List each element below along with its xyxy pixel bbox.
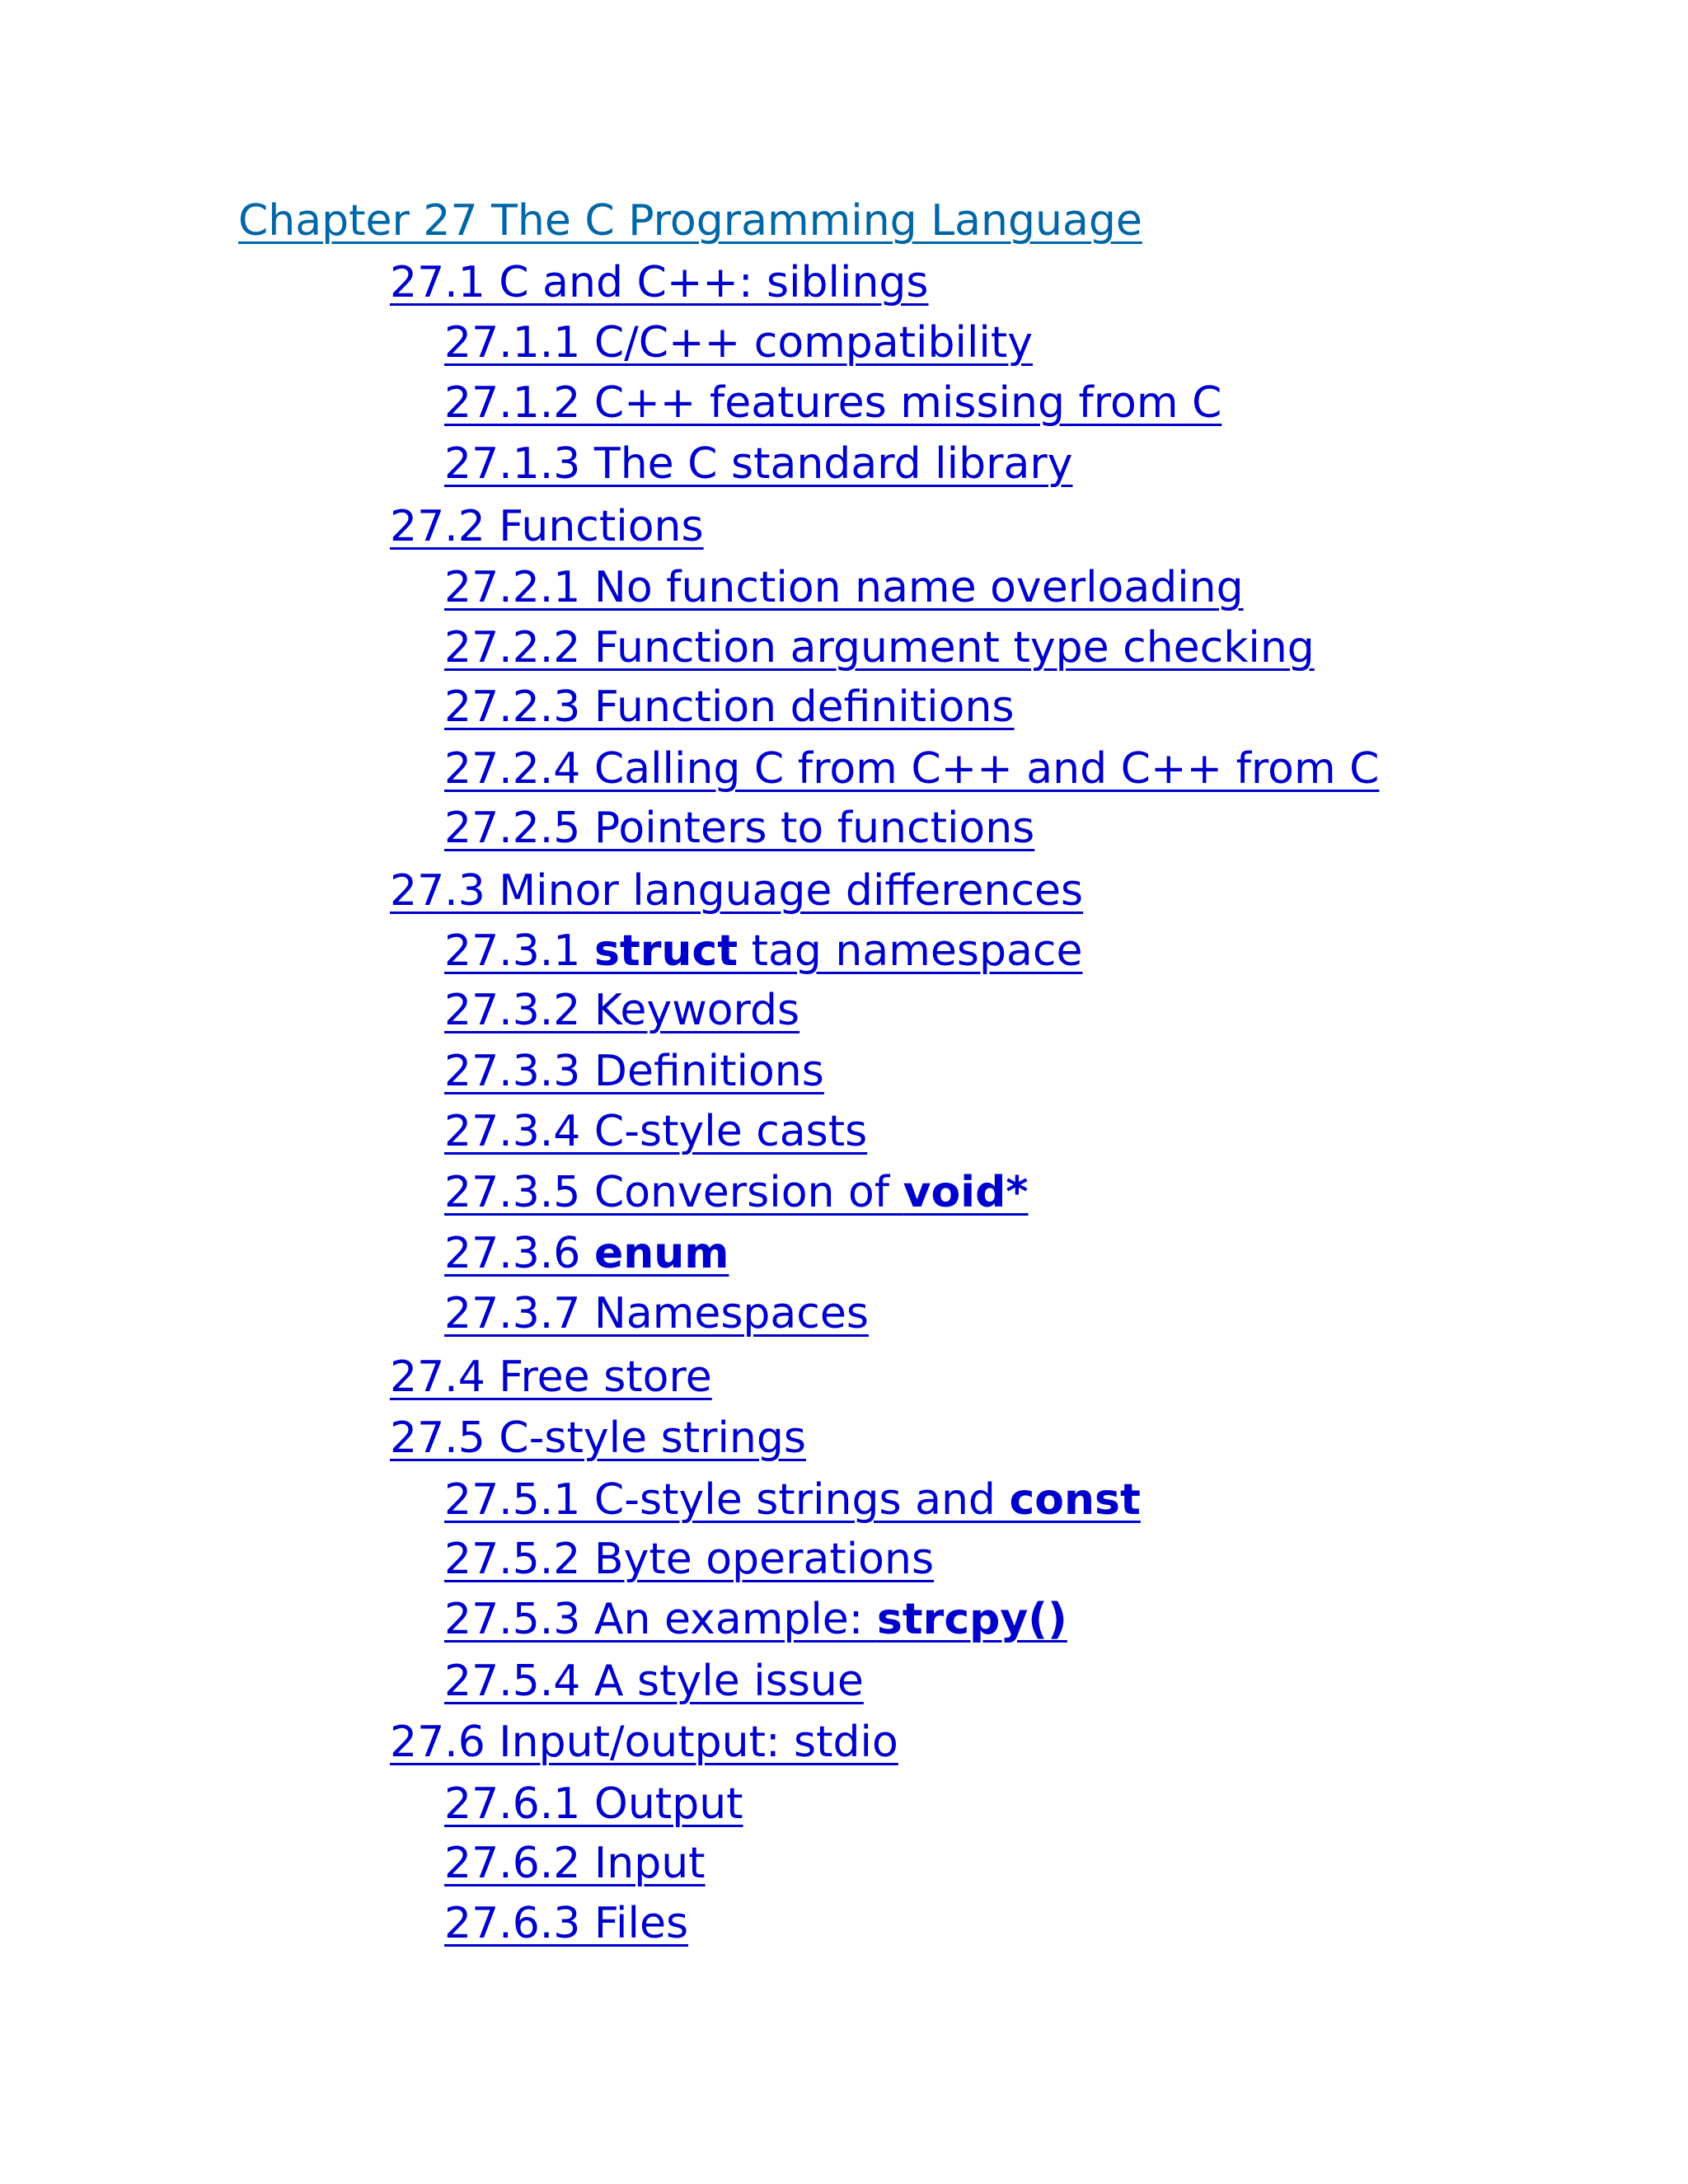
- entry-text: 27.2.2 Function argument type checking: [444, 623, 1315, 673]
- toc-entry-level-2[interactable]: [444, 318, 1034, 368]
- entry-text: 27.4 Free store: [390, 1352, 712, 1402]
- code-keyword: const: [1009, 1475, 1141, 1525]
- toc-entry-level-2[interactable]: [444, 1107, 868, 1156]
- code-keyword: strcpy(): [876, 1595, 1067, 1644]
- toc-entry-level-1[interactable]: [390, 1718, 898, 1767]
- entry-text: 27.6.2 Input: [444, 1839, 706, 1888]
- toc-entry-level-2[interactable]: [444, 1535, 935, 1584]
- entry-text: 27.5.2 Byte operations: [444, 1535, 935, 1584]
- entry-text: 27.3.7 Namespaces: [444, 1289, 869, 1338]
- entry-text: 27.3.3 Definitions: [444, 1047, 824, 1096]
- toc-entry-level-2[interactable]: [444, 563, 1244, 612]
- entry-text: 27.5.4 A style issue: [444, 1657, 864, 1706]
- entry-text: 27.5.1 C-style strings and: [444, 1475, 1010, 1525]
- code-keyword: struct: [593, 926, 738, 976]
- entry-text: 27.6.3 Files: [444, 1899, 689, 1948]
- toc-entry-level-2[interactable]: [444, 1047, 824, 1096]
- code-keyword: enum: [593, 1229, 729, 1278]
- entry-text: 27.1.2 C++ features missing from C: [444, 378, 1222, 428]
- toc-entry-level-2[interactable]: [444, 926, 1083, 976]
- entry-text: 27.6.1 Output: [444, 1779, 743, 1829]
- toc-entry-level-1[interactable]: [390, 1352, 712, 1402]
- entry-text: 27.3 Minor language differences: [390, 866, 1084, 916]
- entry-text: 27.1.1 C/C++ compatibility: [444, 318, 1034, 368]
- entry-text: 27.2.3 Function definitions: [444, 682, 1015, 732]
- toc-entry-level-2[interactable]: [444, 1229, 729, 1278]
- entry-text: tag namespace: [738, 926, 1083, 976]
- toc-entry-level-2[interactable]: [444, 986, 800, 1035]
- toc-entry-level-2[interactable]: [444, 804, 1035, 853]
- entry-text: 27.3.5 Conversion of: [444, 1168, 903, 1217]
- toc-entry-level-2[interactable]: [444, 1899, 689, 1948]
- toc-entry-level-1[interactable]: [390, 502, 704, 551]
- entry-text: 27.3.4 C-style casts: [444, 1107, 868, 1156]
- toc-entry-level-2[interactable]: [444, 1289, 869, 1338]
- entry-text: 27.1 C and C++: siblings: [390, 258, 929, 307]
- toc-entry-level-1[interactable]: [390, 866, 1084, 916]
- entry-text: 27.2 Functions: [390, 502, 704, 551]
- entry-text: 27.2.5 Pointers to functions: [444, 804, 1035, 853]
- toc-entry-level-2[interactable]: [444, 1595, 1067, 1644]
- toc-entry-level-1[interactable]: [390, 258, 929, 307]
- toc-entry-level-2[interactable]: [444, 682, 1015, 732]
- entry-text: 27.5 C-style strings: [390, 1413, 806, 1463]
- entry-text: 27.3.6: [444, 1229, 594, 1278]
- entry-text: 27.2.4 Calling C from C++ and C++ from C: [444, 744, 1380, 794]
- code-keyword: void*: [903, 1168, 1029, 1217]
- toc-entry-level-2[interactable]: [444, 1839, 706, 1888]
- entry-text: 27.5.3 An example:: [444, 1595, 877, 1644]
- entry-text: 27.6 Input/output: stdio: [390, 1718, 898, 1767]
- chapter-title-link[interactable]: Chapter 27 The C Programming Language: [238, 196, 1142, 246]
- entry-text: 27.3.2 Keywords: [444, 986, 800, 1035]
- entry-text: 27.1.3 The C standard library: [444, 439, 1073, 489]
- toc-entry-level-2[interactable]: [444, 1475, 1141, 1525]
- toc-entry-level-2[interactable]: [444, 1168, 1029, 1217]
- toc-entry-level-2[interactable]: [444, 744, 1380, 794]
- toc-entry-level-1[interactable]: [390, 1413, 806, 1463]
- toc-entry-level-2[interactable]: [444, 378, 1222, 428]
- toc-entry-level-2[interactable]: [444, 623, 1315, 673]
- toc-entry-level-2[interactable]: [444, 439, 1073, 489]
- toc-entry-level-2[interactable]: [444, 1657, 864, 1706]
- entry-text: 27.2.1 No function name overloading: [444, 563, 1244, 612]
- toc-entry-level-2[interactable]: [444, 1779, 743, 1829]
- entry-text: 27.3.1: [444, 926, 594, 976]
